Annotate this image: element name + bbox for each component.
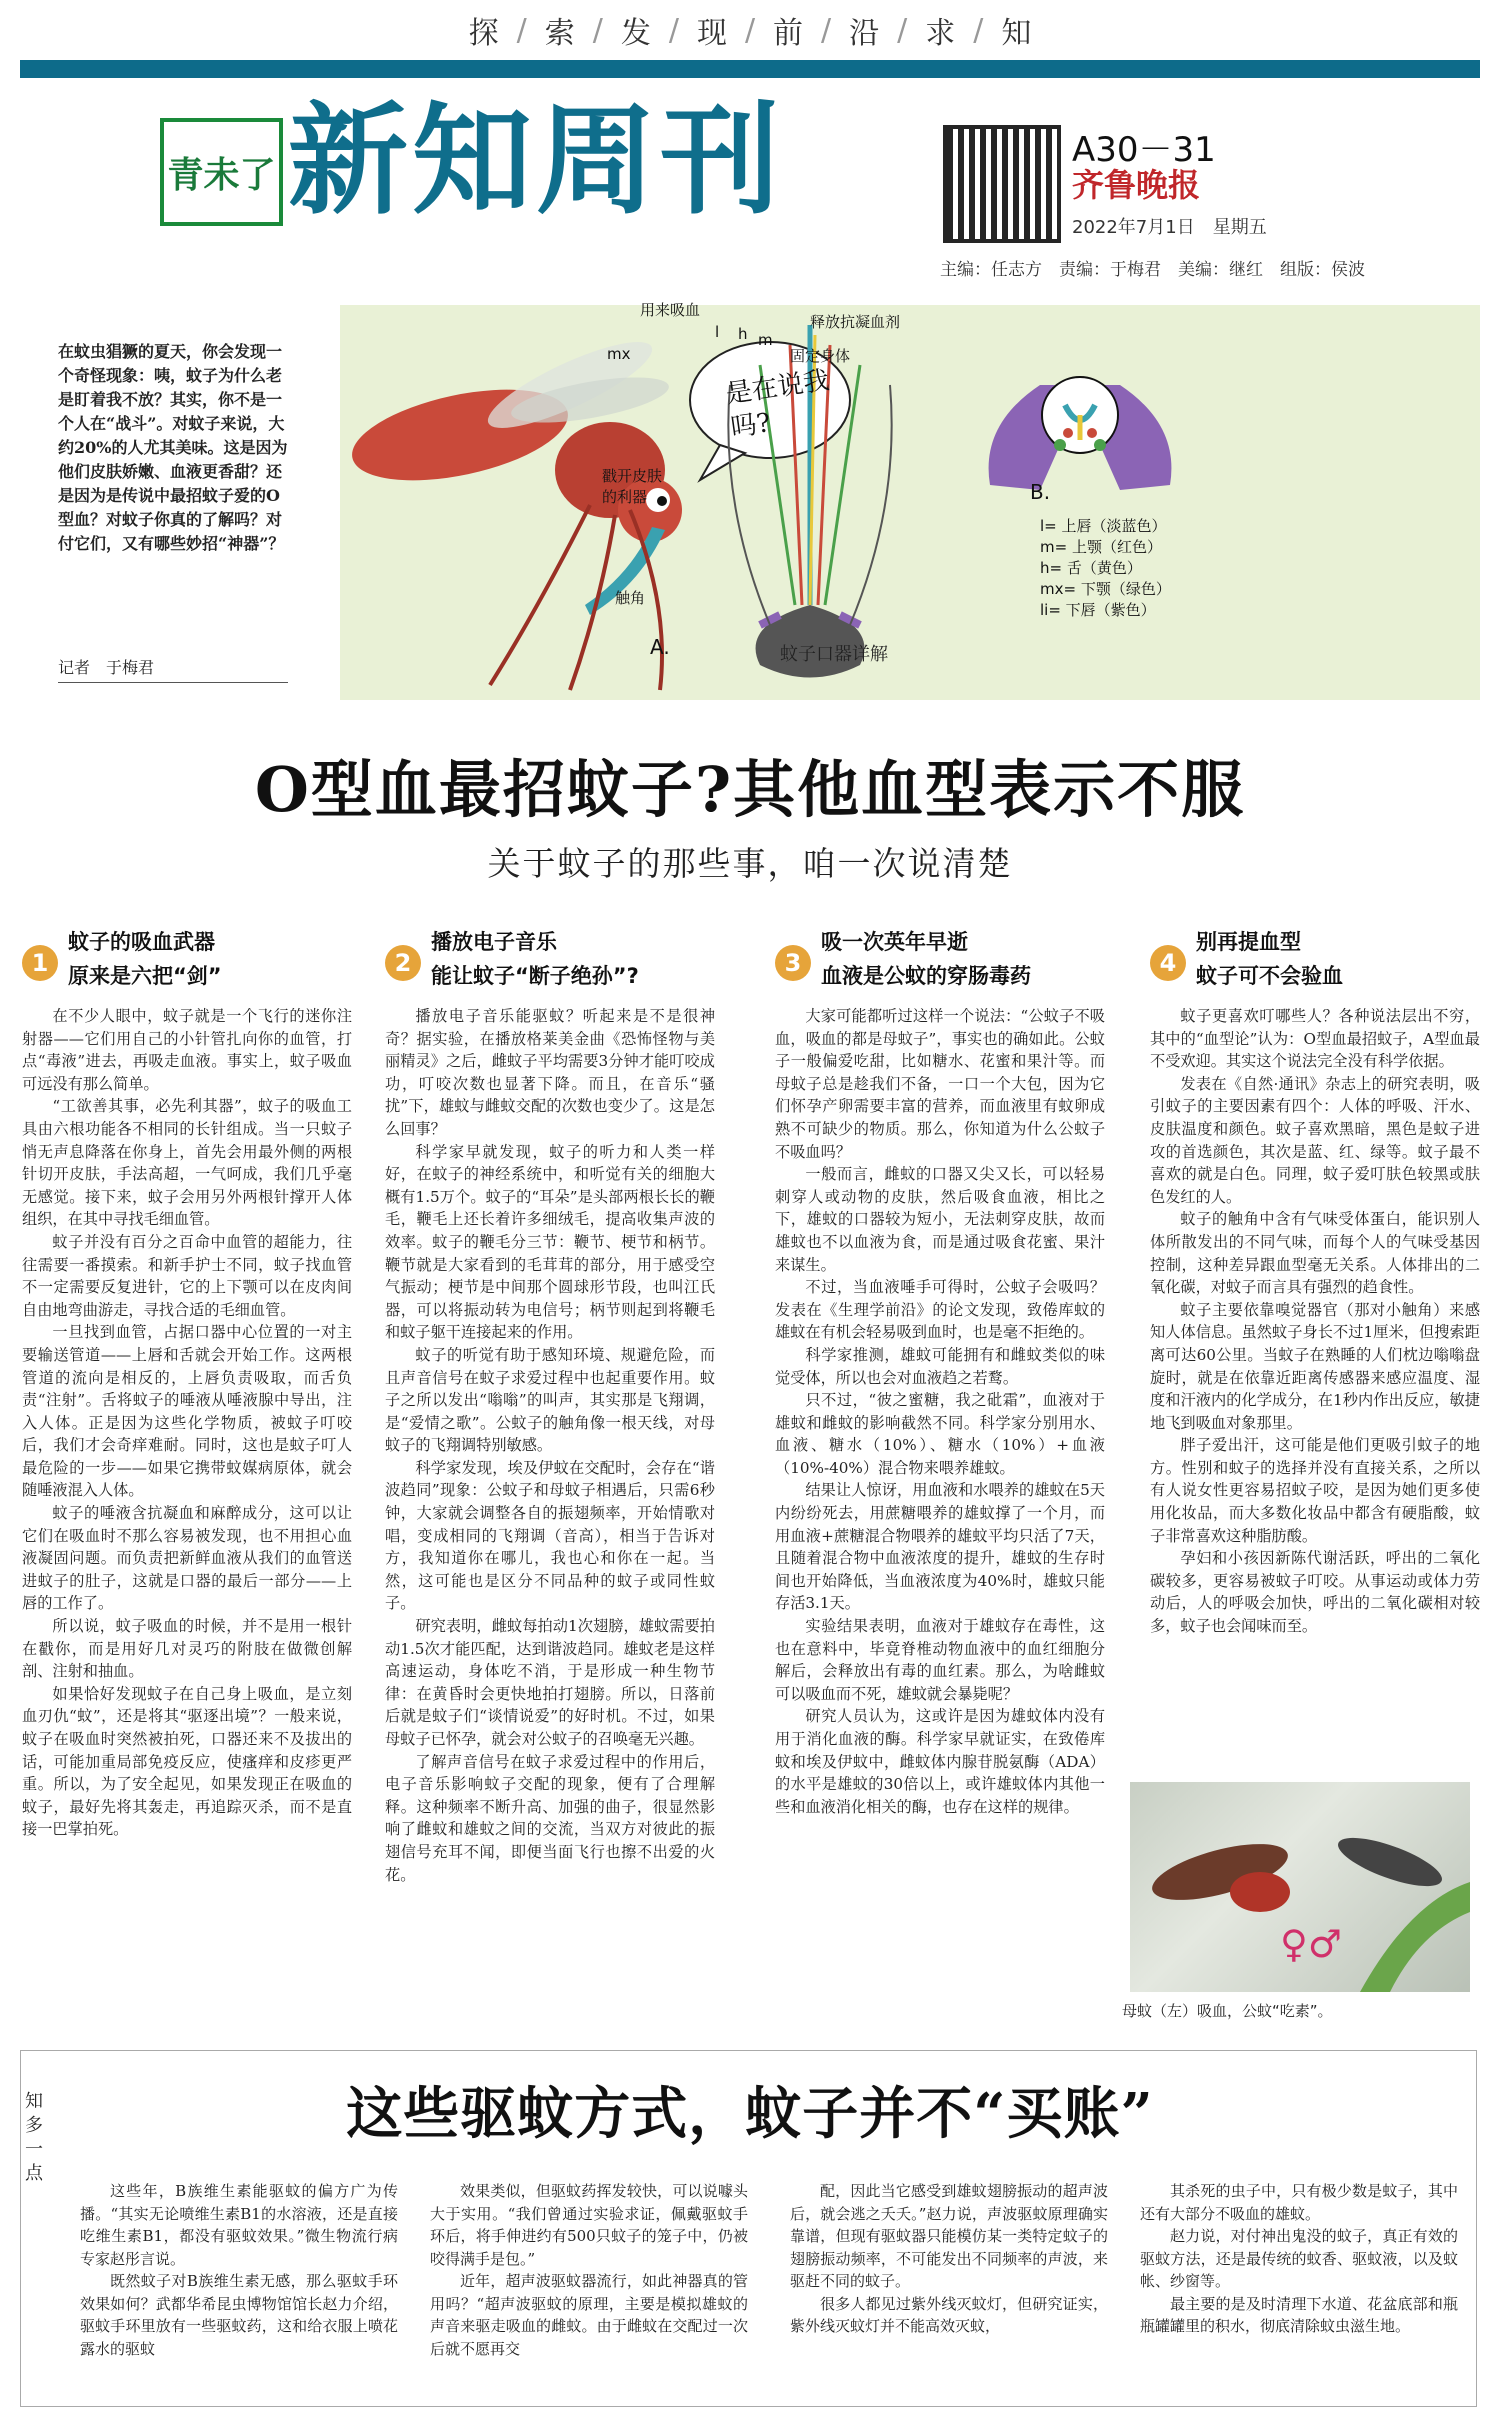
paper-name: 齐鲁晚报 xyxy=(1072,166,1201,204)
paragraph: 只不过，“彼之蜜糖，我之砒霜”，血液对于雄蚊和雌蚊的影响截然不同。科学家分别用水、血液、糖水（10%）、糖水（10%）+血液（10%-40%）混合物来喂养雄蚊。 xyxy=(775,1391,1105,1477)
paragraph: 蚊子并没有百分之百命中血管的超能力，往往需要一番摸索。和新手护士不同，蚊子找血管不一定需要反复进针，它的上下颚可以在皮肉间自由地弯曲游走，寻找合适的毛细血管。 xyxy=(22,1232,352,1319)
slogan-char: 发 xyxy=(620,16,651,51)
label-m: m xyxy=(758,331,773,349)
paragraph: 在不少人眼中，蚊子就是一个飞行的迷你注射器——它们用自己的小针管扎向你的血管，打点“毒液”进去，再吸走血液。事实上，蚊子吸血可远没有那么简单。 xyxy=(22,1007,352,1093)
paragraph: 很多人都见过紫外线灭蚊灯，但研究证实，紫外线灭蚊灯并不能高效灭蚊， xyxy=(790,2294,1108,2335)
slogan-separator: / xyxy=(897,12,908,48)
paragraph: 播放电子音乐能驱蚊？听起来是不是很神奇？据实验，在播放格莱美金曲《恐怖怪物与美丽精灵》之后，雌蚊子平均需要3分钟才能叮咬成功，叮咬次数也显著下降。而且，在音乐“骚扰”下，雄蚊与雌蚊交配的次数也变少了。这是怎么回事？ xyxy=(385,1007,715,1138)
legend-item: h= 舌（黄色） xyxy=(1040,559,1142,577)
label-blood: 用来吸血 xyxy=(640,301,701,319)
gender-symbols-icon: ♀♂ xyxy=(1280,1922,1342,1966)
label-h: h xyxy=(738,325,748,343)
reporter-byline: 记者 于梅君 xyxy=(58,655,288,683)
qr-code-icon[interactable] xyxy=(943,125,1061,243)
legend-item: l= 上唇（淡蓝色） xyxy=(1040,517,1167,535)
label-b: B. xyxy=(1030,480,1051,504)
page-number: A30－31 xyxy=(1072,130,1216,170)
section-title-line: 血液是公蚊的穿肠毒药 xyxy=(821,964,1031,988)
section-title-line: 蚊子的吸血武器 xyxy=(68,930,215,954)
section-title xyxy=(821,925,1031,993)
paragraph: 研究表明，雌蚊每拍动1次翅膀，雄蚊需要拍动1.5次才能匹配，达到谐波趋同。雄蚊老是这样高速运动，身体吃不消，于是形成一种生物节律：在黄昏时会更快地拍打翅膀。所以，日落前后就是蚊子们“谈情说爱”的好时机。不过，如果母蚊子已怀孕，就会对公蚊子的召唤毫无兴趣。 xyxy=(385,1617,715,1748)
section-body xyxy=(775,1005,1105,1818)
section-title xyxy=(68,925,222,993)
paragraph: 一般而言，雌蚊的口器又尖又长，可以轻易刺穿人或动物的皮肤，然后吸食血液，相比之下，雄蚊的口器较为短小，无法刺穿皮肤，故而雄蚊也不以血液为食，而是通过吸食花蜜、果汁来谋生。 xyxy=(775,1165,1105,1274)
slogan-separator: / xyxy=(973,12,984,48)
tips-column-2 xyxy=(430,2180,748,2360)
section-body xyxy=(22,1005,352,1841)
label-fixed: 固定身体 xyxy=(790,347,851,365)
paragraph: 既然蚊子对B族维生素无感，那么驱蚊手环效果如何？武都华希昆虫博物馆馆长赵力介绍，驱蚊手环里放有一些驱蚊药，这和给衣服上喷花露水的驱蚊 xyxy=(80,2272,398,2358)
legend-item: li= 下唇（紫色） xyxy=(1040,601,1156,619)
tips-column-3 xyxy=(790,2180,1108,2338)
paragraph: 结果让人惊讶，用血液和水喂养的雄蚊在5天内纷纷死去，用蔗糖喂养的雄蚊撑了一个月，而用血液+蔗糖混合物喂养的雄蚊平均只活了7天，且随着混合物中血液浓度的提升，雄蚊的生存时间也开始降低，当血液浓度为40%时，雄蚊只能存活3.1天。 xyxy=(775,1481,1105,1613)
label-pierce: 戳开皮肤的利器 xyxy=(602,467,663,506)
legend-item: m= 上颚（红色） xyxy=(1040,538,1162,556)
paragraph: 蚊子更喜欢叮哪些人？各种说法层出不穷，其中的“血型论”认为：O型血最招蚊子，A型血最不受欢迎。其实这个说法完全没有科学依据。 xyxy=(1150,1007,1480,1071)
cartoon-mosquito-icon xyxy=(344,327,682,690)
main-headline: O型血最招蚊子?其他血型表示不服 xyxy=(254,753,1246,826)
slogan-char: 索 xyxy=(544,16,575,51)
paragraph: 科学家发现，埃及伊蚊在交配时，会存在“谐波趋同”现象：公蚊子和母蚊子相遇后，只需6秒钟，大家就会调整各自的振翅频率，开始情歌对唱，变成相同的飞翔调（音高），相当于告诉对方，我知道你在哪儿，我也心和你在一起。当然，这可能也是区分不同品种的蚊子或同性蚊子。 xyxy=(385,1458,715,1613)
editor-credits: 主编：任志方 责编：于梅君 美编：继红 组版：侯波 xyxy=(940,260,1365,280)
section-number: 1 xyxy=(22,945,58,981)
paragraph: 蚊子的听觉有助于感知环境、规避危险，而且声音信号在蚊子求爱过程中也起重要作用。蚊子之所以发出“嗡嗡”的叫声，其实那是飞翔调，是“爱情之歌”。公蚊子的触角像一根天线，对母蚊子的飞翔调特别敏感。 xyxy=(385,1345,715,1455)
slogan-char: 探 xyxy=(468,16,499,51)
paragraph: 大家可能都听过这样一个说法：“公蚊子不吸血，吸血的都是母蚊子”，事实也的确如此。公蚊子一般偏爱吃甜，比如糖水、花蜜和果汁等。而母蚊子总是趁我们不备，一口一个大包，因为它们怀孕产卵需要丰富的营养，而血液里有蚊卵成熟不可缺少的物质。那么，你知道为什么公蚊子不吸血吗？ xyxy=(775,1007,1105,1161)
masthead-rule xyxy=(20,60,1480,78)
section-title-line: 吸一次英年早逝 xyxy=(821,930,968,954)
label-a: A. xyxy=(650,635,670,659)
paragraph: 科学家推测，雄蚊可能拥有和雌蚊类似的味觉受体，所以也会对血液趋之若鹜。 xyxy=(775,1345,1105,1387)
illustration-caption: 蚊子口器详解 xyxy=(780,644,888,665)
side-tag-char: 点 xyxy=(25,2163,43,2184)
side-tag-char: 知 xyxy=(25,2091,43,2112)
section-body xyxy=(1150,1005,1480,1765)
section-title-line: 蚊子可不会验血 xyxy=(1196,964,1343,988)
paragraph: 近年，超声波驱蚊器流行，如此神器真的管用吗？“超声波驱蚊的原理，主要是模拟雄蚊的声音来驱走吸血的雌蚊。由于雌蚊在交配过一次后就不愿再交 xyxy=(430,2272,748,2358)
paragraph: 不过，当血液唾手可得时，公蚊子会吸吗？发表在《生理学前沿》的论文发现，致倦库蚊的雄蚊在有机会轻易吸到血时，也是毫不拒绝的。 xyxy=(775,1278,1105,1342)
slogan-char: 求 xyxy=(925,16,956,51)
tips-title: 这些驱蚊方式，蚊子并不“买账” xyxy=(346,2081,1154,2147)
legend-item: mx= 下颚（绿色） xyxy=(1040,580,1171,598)
side-tag-char: 一 xyxy=(25,2139,43,2160)
paragraph: 其杀死的虫子中，只有极少数是蚊子，其中还有大部分不吸血的雄蚊。 xyxy=(1140,2182,1458,2223)
paragraph: 科学家早就发现，蚊子的听力和人类一样好，在蚊子的神经系统中，和听觉有关的细胞大概有1.5万个。蚊子的“耳朵”是头部两根长长的鞭毛，鞭毛上还长着许多细绒毛，提高收集声波的效率。蚊子的鞭毛分三节：鞭节、梗节和柄节。鞭节就是大家看到的毛茸茸的部分，用于感受空气振动；梗节是中间那个圆球形节段，也叫江氏器，可以将振动转为电信号；柄节则起到将鞭毛和蚊子躯干连接起来的作用。 xyxy=(385,1142,715,1342)
paragraph: 赵力说，对付神出鬼没的蚊子，真正有效的驱蚊方法，还是最传统的蚊香、驱蚊液，以及蚊帐、纱窗等。 xyxy=(1140,2227,1458,2290)
section-number: 4 xyxy=(1150,945,1186,981)
section-title-line: 原来是六把“剑” xyxy=(68,964,222,988)
paragraph: 实验结果表明，血液对于雄蚊存在毒性，这也在意料中，毕竟脊椎动物血液中的血红细胞分解后，会释放出有毒的血红素。那么，为啥雌蚊可以吸血而不死，雄蚊就会暴毙呢？ xyxy=(775,1617,1105,1703)
paragraph: 一旦找到血管，占据口器中心位置的一对主要输送管道——上唇和舌就会开始工作。这两根管道的流向是相反的，上唇负责吸取，而舌负责“注射”。舌将蚊子的唾液从唾液腺中导出，注入人体。正是因为这些化学物质，被蚊子叮咬后，我们才会奇痒难耐。同时，这也是蚊子叮人最危险的一步——如果它携带蚊媒病原体，就会随唾液混入人体。 xyxy=(22,1323,352,1500)
mouthpart-diagram-b xyxy=(989,377,1172,490)
tips-column-1 xyxy=(80,2180,398,2360)
label-anticoag: 释放抗凝血剂 xyxy=(810,313,901,331)
mosquito-illustration-svg xyxy=(340,305,1480,700)
photo-caption: 母蚊（左）吸血，公蚊“吃素”。 xyxy=(1122,2002,1333,2020)
slogan-separator: / xyxy=(744,12,756,48)
paragraph: 蚊子的触角中含有气味受体蛋白，能识别人体所散发出的不同气味，而每个人的气味受基因控制，这种差异跟血型毫无关系。人体排出的二氧化碳，对蚊子而言具有强烈的趋食性。 xyxy=(1150,1210,1480,1297)
paragraph: 发表在《自然·通讯》杂志上的研究表明，吸引蚊子的主要因素有四个：人体的呼吸、汗水、皮肤温度和颜色。蚊子喜欢黑暗，黑色是蚊子进攻的首选颜色，其次是蓝、红、绿等。蚊子最不喜欢的就是白色。同理，蚊子爱叮肤色较黑或肤色发红的人。 xyxy=(1150,1074,1480,1206)
slogan-separator: / xyxy=(516,12,527,48)
slogan-separator: / xyxy=(592,12,603,48)
section-title-line: 播放电子音乐 xyxy=(431,930,557,954)
paragraph: “工欲善其事，必先利其器”，蚊子的吸血工具由六根功能各不相同的长针组成。当一只蚊子悄无声息降落在你身上，首先会用最外侧的两根针切开皮肤，手法高超，一气呵成，我们几乎毫无感觉。接下来，蚊子会用另外两根针撑开人体组织，在其中寻找毛细血管。 xyxy=(22,1097,352,1229)
slogan-separator: / xyxy=(821,12,832,48)
section-title xyxy=(1196,925,1343,993)
label-mx: mx xyxy=(607,345,631,363)
paragraph: 蚊子主要依靠嗅觉器官（那对小触角）来感知人体信息。虽然蚊子身长不过1厘米，但搜索距离可达60公里。当蚊子在熟睡的人们枕边嗡嗡盘旋时，就是在依靠近距离传感器来感应温度、湿度和汗液内的化学成分，在1秒内作出反应，敏捷地飞到吸血对象那里。 xyxy=(1150,1300,1480,1432)
section-body xyxy=(385,1005,715,1886)
section-title-line: 别再提血型 xyxy=(1196,930,1301,954)
bubble-text xyxy=(688,342,851,462)
legend-list xyxy=(1040,515,1171,620)
bubble-label: 是在说我吗? xyxy=(724,365,832,444)
slogan-char: 知 xyxy=(1001,16,1032,51)
paragraph: 效果类似，但驱蚊药挥发较快，可以说噱头大于实用。“我们曾通过实验求证，佩戴驱蚊手环后，将手伸进约有500只蚊子的笼子中，仍被咬得满手是包。” xyxy=(430,2182,748,2268)
logo-qingweiliao: 青未了 xyxy=(160,118,283,226)
slogan-separator: / xyxy=(668,12,679,48)
sub-headline: 关于蚊子的那些事，咱一次说清楚 xyxy=(487,844,1013,883)
slogan-bar xyxy=(0,0,1500,60)
slogan-char: 前 xyxy=(773,16,804,51)
side-tag-char: 多 xyxy=(25,2115,43,2136)
section-number: 3 xyxy=(775,945,811,981)
paragraph: 这些年，B族维生素能驱蚊的偏方广为传播。“其实无论喷维生素B1的水溶液，还是直接吃维生素B1，都没有驱蚊效果。”微生物流行病专家赵彤言说。 xyxy=(80,2182,398,2268)
paragraph: 如果恰好发现蚊子在自己身上吸血，是立刻血刃仇“蚊”，还是将其“驱逐出境”？一般来说，蚊子在吸血时突然被拍死，口器还来不及拔出的话，可能加重局部免疫反应，使瘙痒和皮疹更严重。所以，为了安全起见，如果发现正在吸血的蚊子，最好先将其轰走，再追踪灭杀，而不是直接一巴掌拍死。 xyxy=(22,1684,352,1839)
brand-title: 新知周刊 xyxy=(288,92,784,231)
paragraph: 所以说，蚊子吸血的时候，并不是用一根针在戳你，而是用好几对灵巧的附肢在做微创解剖、注射和抽血。 xyxy=(22,1617,352,1681)
slogan-char: 现 xyxy=(696,16,727,51)
tips-column-4 xyxy=(1140,2180,1458,2338)
paragraph: 孕妇和小孩因新陈代谢活跃，呼出的二氧化碳较多，更容易被蚊子叮咬。从事运动或体力劳动后，人的呼吸会加快，呼出的二氧化碳相对较多，蚊子也会闻味而至。 xyxy=(1150,1549,1480,1636)
paragraph: 研究人员认为，这或许是因为雄蚊体内没有用于消化血液的酶。科学家早就证实，在致倦库蚊和埃及伊蚊中，雌蚊体内腺苷脱氨酶（ADA）的水平是雄蚊的30倍以上，或许雄蚊体内其他一些和血液消化相关的酶，也存在这样的规律。 xyxy=(775,1707,1105,1816)
label-antenna: 触角 xyxy=(615,589,646,607)
paragraph: 胖子爱出汗，这可能是他们更吸引蚊子的地方。性别和蚊子的选择并没有直接关系，之所以有人说女性更容易招蚊子咬，是因为她们更多使用化妆品，而大多数化妆品中都含有硬脂酸，蚊子非常喜欢这种脂肪酸。 xyxy=(1150,1436,1480,1545)
slogan-char: 沿 xyxy=(849,16,880,51)
mosquito-photo xyxy=(1130,1782,1470,1992)
issue-date: 2022年7月1日 星期五 xyxy=(1072,217,1267,238)
section-title xyxy=(431,925,639,993)
section-title-line: 能让蚊子“断子绝孙”? xyxy=(431,964,639,988)
paragraph: 配，因此当它感受到雄蚊翅膀振动的超声波后，就会逃之夭夭。”赵力说，声波驱蚊原理确实靠谱，但现有驱蚊器只能模仿某一类特定蚊子的翅膀振动频率，不可能发出不同频率的声波，来驱赶不同的蚊子。 xyxy=(790,2182,1108,2290)
paragraph: 蚊子的唾液含抗凝血和麻醉成分，这可以让它们在吸血时不那么容易被发现，也不用担心血液凝固问题。而负责把新鲜血液从我们的血管送进蚊子的肚子，这就是口器的最后一部分——上唇的工作了。 xyxy=(22,1504,352,1613)
label-l: l xyxy=(715,323,720,341)
intro-text: 在蚊虫猖獗的夏天，你会发现一个奇怪现象：咦，蚊子为什么老是盯着我不放？其实，你不是一个人在“战斗”。对蚊子来说，大约20%的人尤其美味。这是因为他们皮肤娇嫩、血液更香甜？还是因为是传说中最招蚊子爱的O型血？对蚊子你真的了解吗？对付它们，又有哪些妙招“神器”？ xyxy=(58,342,288,553)
paragraph: 了解声音信号在蚊子求爱过程中的作用后，电子音乐影响蚊子交配的现象，便有了合理解释。这种频率不断升高、加强的曲子，很显然影响了雌蚊和雄蚊之间的交流，当双方对彼此的振翅信号充耳不闻，即便当面飞行也擦不出爱的火花。 xyxy=(385,1752,715,1884)
mouthpart-illustration xyxy=(340,301,1480,700)
section-number: 2 xyxy=(385,945,421,981)
paragraph: 最主要的是及时清理下水道、花盆底部和瓶瓶罐罐里的积水，彻底清除蚊虫滋生地。 xyxy=(1140,2294,1458,2335)
